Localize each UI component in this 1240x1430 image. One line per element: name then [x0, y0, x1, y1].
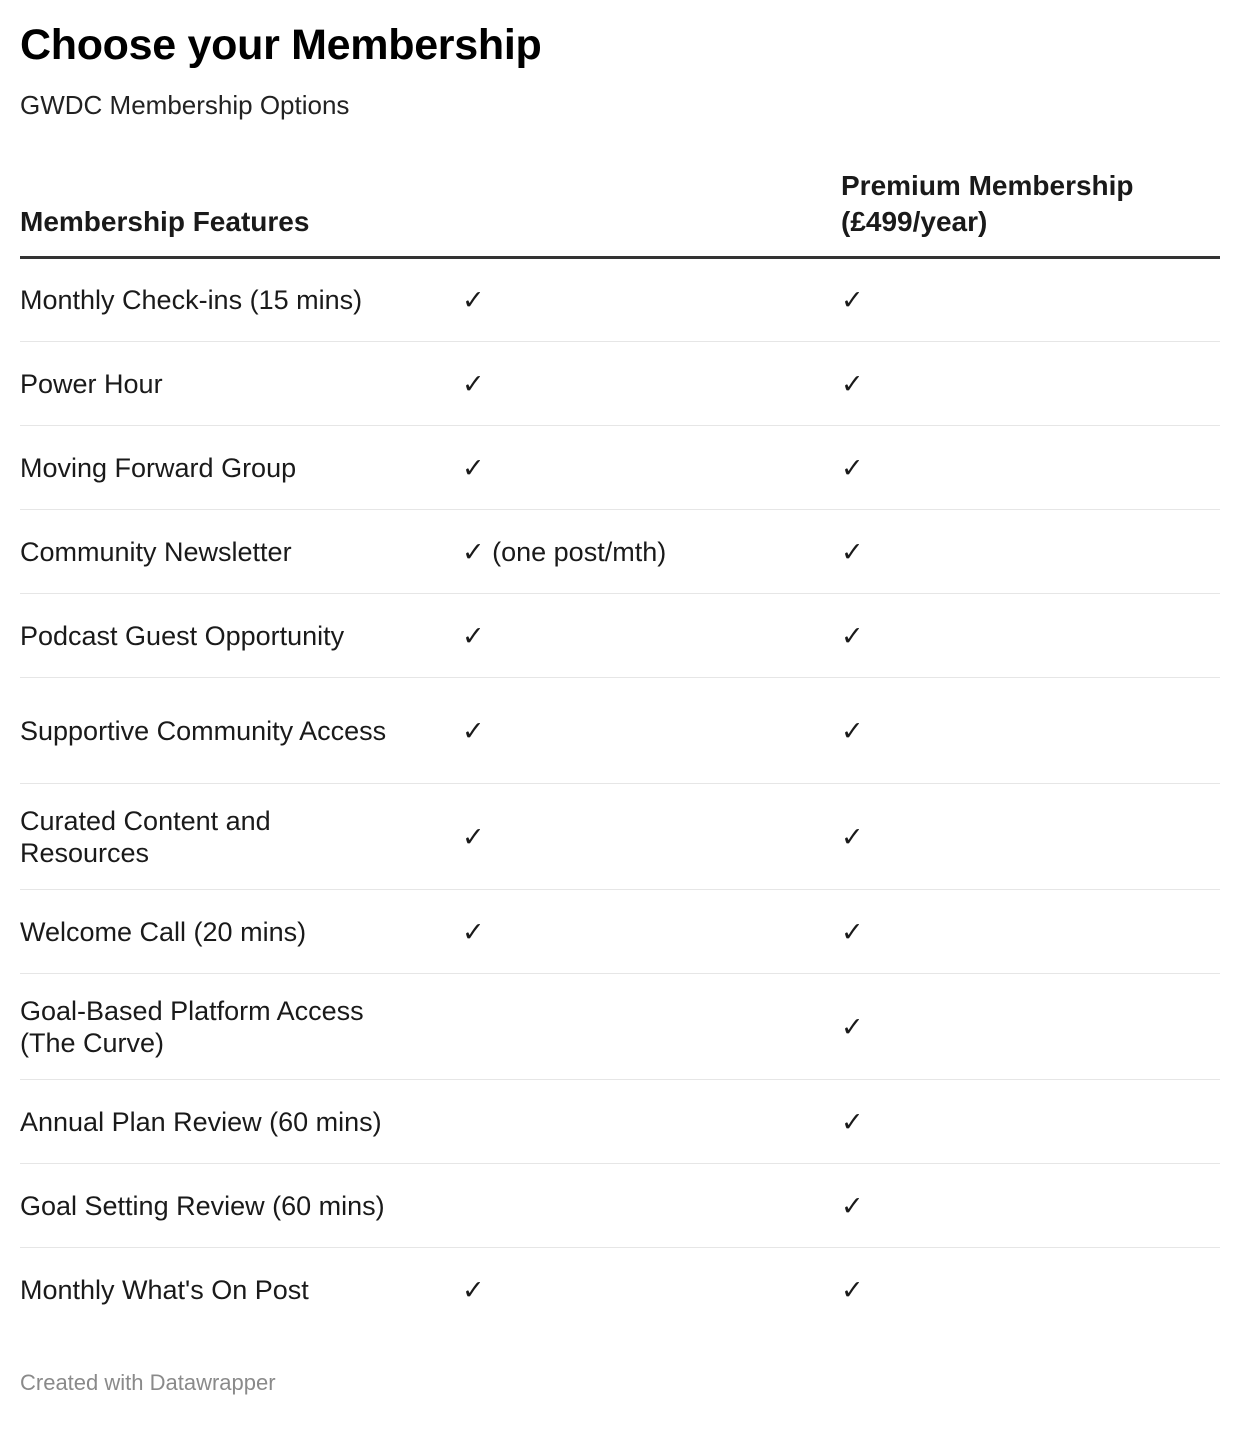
table-header — [20, 168, 1220, 258]
premium-cell: ✓ — [841, 1164, 1220, 1248]
feature-label: Goal-Based Platform Access (The Curve) — [20, 995, 364, 1058]
basic-cell — [462, 1164, 841, 1248]
premium-cell: ✓ — [841, 784, 1220, 890]
table-row — [20, 594, 1220, 678]
feature-label: Goal Setting Review (60 mins) — [20, 1190, 385, 1221]
page-title: Choose your Membership — [20, 21, 542, 69]
basic-cell: ✓ — [462, 890, 841, 974]
basic-cell: ✓ — [462, 258, 841, 342]
feature-cell — [20, 1248, 462, 1332]
table-row — [20, 974, 1220, 1080]
feature-label: Curated Content and Resources — [20, 805, 271, 868]
table-body — [20, 258, 1220, 1332]
feature-label: Monthly What's On Post — [20, 1274, 309, 1305]
column-header-premium-label: Premium Membership (£499/year) — [841, 170, 1134, 237]
feature-cell — [20, 510, 462, 594]
datawrapper-credit: Created with Datawrapper — [20, 1369, 276, 1395]
table-row — [20, 1164, 1220, 1248]
premium-cell: ✓ — [841, 342, 1220, 426]
feature-cell — [20, 890, 462, 974]
feature-cell — [20, 1080, 462, 1164]
page-subtitle: GWDC Membership Options — [20, 90, 350, 120]
premium-cell: ✓ — [841, 974, 1220, 1080]
feature-cell — [20, 974, 462, 1080]
table-row — [20, 890, 1220, 974]
table-row — [20, 510, 1220, 594]
basic-cell — [462, 974, 841, 1080]
basic-cell: ✓ — [462, 1274, 485, 1305]
basic-cell: ✓ — [462, 594, 841, 678]
basic-cell: ✓ (one post/mth) — [462, 510, 841, 594]
feature-label: Community Newsletter — [20, 536, 292, 567]
feature-label: Supportive Community Access — [20, 715, 387, 746]
basic-cell: ✓ — [462, 426, 841, 510]
table-row — [20, 342, 1220, 426]
feature-cell — [20, 784, 462, 890]
premium-cell: ✓ — [841, 594, 1220, 678]
feature-label: Welcome Call (20 mins) — [20, 916, 307, 947]
basic-cell: ✓ — [462, 342, 841, 426]
feature-cell — [20, 426, 462, 510]
column-header-features: Membership Features — [20, 168, 462, 258]
feature-label: Power Hour — [20, 368, 163, 399]
table-row — [20, 784, 1220, 890]
premium-cell: ✓ — [841, 890, 1220, 974]
feature-cell — [20, 342, 462, 426]
feature-cell — [20, 258, 462, 342]
table-row — [20, 678, 1220, 784]
basic-cell: ✓ — [462, 784, 841, 890]
premium-cell: ✓ — [841, 258, 1220, 342]
membership-table — [20, 168, 1220, 1332]
premium-cell: ✓ — [841, 1080, 1220, 1164]
column-header-basic — [462, 168, 841, 258]
feature-cell — [20, 594, 462, 678]
feature-cell — [20, 678, 462, 784]
premium-cell: ✓ — [841, 1274, 864, 1305]
premium-cell: ✓ — [841, 426, 1220, 510]
basic-cell — [462, 1080, 841, 1164]
premium-cell: ✓ — [841, 510, 1220, 594]
table-row — [20, 258, 1220, 342]
column-header-premium — [841, 168, 1220, 258]
header-row — [20, 168, 1220, 258]
feature-label: Moving Forward Group — [20, 452, 297, 483]
feature-cell — [20, 1164, 462, 1248]
basic-cell: ✓ — [462, 678, 841, 784]
premium-cell: ✓ — [841, 678, 1220, 784]
table-row — [20, 1080, 1220, 1164]
feature-label: Podcast Guest Opportunity — [20, 620, 345, 651]
table-row — [20, 1248, 1220, 1332]
table-row — [20, 426, 1220, 510]
feature-label: Monthly Check-ins (15 mins) — [20, 285, 363, 315]
feature-label: Annual Plan Review (60 mins) — [20, 1106, 382, 1137]
